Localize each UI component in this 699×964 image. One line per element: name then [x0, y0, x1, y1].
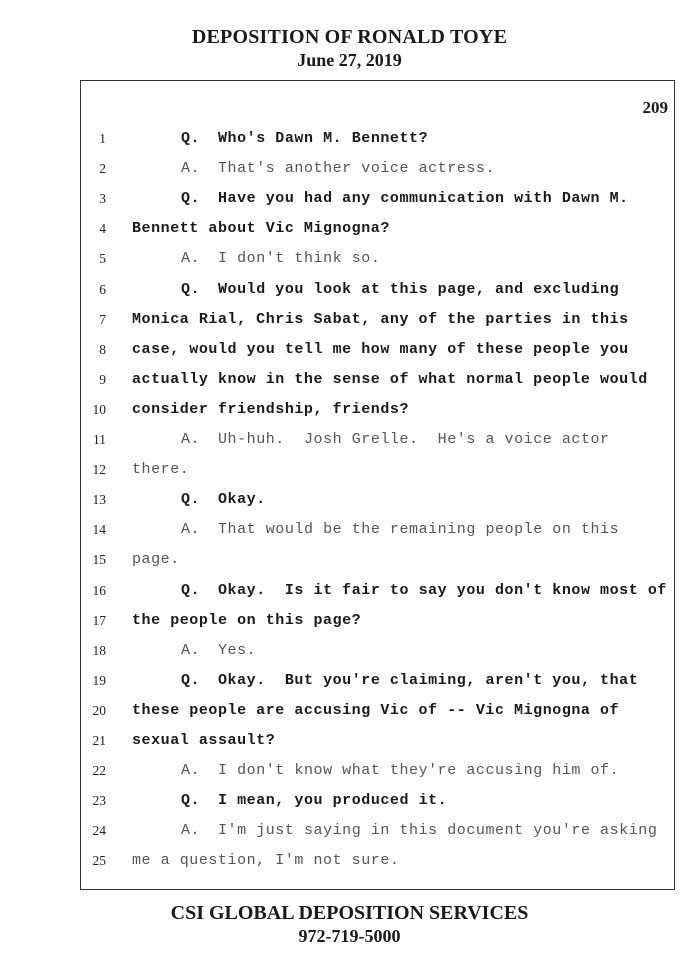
line-number: 22 — [92, 763, 106, 779]
transcript-line — [0, 312, 699, 342]
transcript-line — [0, 462, 699, 492]
answer-text: I don't know what they're accusing him of. — [218, 762, 620, 780]
question-text: Okay. — [218, 491, 266, 509]
line-number: 19 — [92, 672, 106, 688]
question-continuation: these people are accusing Vic of -- Vic Mignogna of — [132, 701, 620, 719]
transcript-line — [0, 853, 699, 883]
line-number: 14 — [92, 522, 106, 538]
answer-text: I don't think so. — [218, 250, 381, 268]
transcript-line — [0, 282, 699, 312]
answer-continuation: page. — [132, 551, 180, 569]
transcript-line — [0, 643, 699, 673]
line-number: 12 — [92, 462, 106, 478]
question-marker: Q. — [181, 581, 201, 599]
question-marker: Q. — [181, 671, 201, 689]
question-marker: Q. — [181, 130, 201, 147]
question-text: Have you had any communication with Dawn M. — [218, 190, 629, 208]
transcript-line — [0, 613, 699, 643]
question-text: Would you look at this page, and excluding — [218, 280, 620, 298]
question-text: Who's Dawn M. Bennett? — [218, 130, 429, 147]
question-continuation: Bennett about Vic Mignogna? — [132, 220, 390, 238]
question-continuation: the people on this page? — [132, 611, 362, 629]
deposition-title: DEPOSITION OF RONALD TOYE — [191, 26, 508, 48]
line-number: 21 — [92, 733, 106, 748]
question-continuation: sexual assault? — [132, 732, 276, 749]
answer-marker: A. — [181, 762, 201, 780]
line-number: 8 — [99, 341, 106, 357]
answer-text: That would be the remaining people on this — [218, 521, 620, 539]
answer-text: Uh-huh. Josh Grelle. He's a voice actor — [218, 431, 610, 448]
question-continuation: case, would you tell me how many of these people you — [132, 340, 629, 358]
transcript-line — [0, 552, 699, 582]
question-marker: Q. — [181, 190, 201, 208]
line-number: 17 — [92, 612, 106, 628]
line-number: 2 — [99, 161, 106, 177]
answer-marker: A. — [181, 822, 201, 840]
answer-text: I'm just saying in this document you're asking — [218, 822, 658, 840]
question-text: Okay. But you're claiming, aren't you, that — [218, 671, 639, 689]
transcript-line — [0, 522, 699, 552]
line-number: 18 — [92, 642, 106, 658]
answer-marker: A. — [181, 521, 201, 539]
answer-marker: A. — [181, 250, 201, 268]
transcript-line — [0, 251, 699, 281]
question-continuation: Monica Rial, Chris Sabat, any of the parties in this — [132, 310, 629, 328]
answer-marker: A. — [181, 431, 201, 448]
line-number: 23 — [92, 793, 106, 809]
line-number: 9 — [99, 371, 106, 387]
transcript-line — [0, 703, 699, 733]
line-number: 6 — [99, 281, 106, 297]
transcript-line — [0, 733, 699, 763]
transcript-line — [0, 763, 699, 793]
answer-marker: A. — [181, 641, 201, 659]
question-marker: Q. — [181, 491, 201, 509]
line-number: 4 — [99, 221, 106, 237]
transcript-line — [0, 342, 699, 372]
line-number: 20 — [92, 702, 106, 718]
line-number: 16 — [92, 582, 106, 598]
footer-phone: 972-719-5000 — [298, 926, 401, 946]
line-number: 15 — [92, 552, 106, 568]
transcript-line — [0, 823, 699, 853]
page-number: 209 — [642, 98, 668, 117]
transcript-line — [0, 372, 699, 402]
question-continuation: consider friendship, friends? — [132, 400, 409, 418]
answer-continuation: there. — [132, 461, 190, 479]
question-continuation: actually know in the sense of what normal people would — [132, 370, 648, 388]
question-marker: Q. — [181, 792, 201, 810]
line-number: 7 — [99, 311, 106, 327]
transcript-line — [0, 492, 699, 522]
line-number: 1 — [99, 131, 106, 146]
line-number: 11 — [93, 432, 106, 447]
line-number: 25 — [92, 853, 106, 869]
answer-continuation: me a question, I'm not sure. — [132, 852, 400, 870]
transcript-line — [0, 583, 699, 613]
question-text: Okay. Is it fair to say you don't know most of — [218, 581, 667, 599]
line-number: 13 — [92, 492, 106, 508]
deposition-date: June 27, 2019 — [297, 50, 402, 70]
question-text: I mean, you produced it. — [218, 792, 448, 810]
transcript-line — [0, 221, 699, 251]
line-number: 3 — [99, 191, 106, 207]
answer-text: That's another voice actress. — [218, 160, 495, 178]
transcript-line — [0, 131, 699, 161]
answer-text: Yes. — [218, 641, 257, 659]
transcript-line — [0, 673, 699, 703]
transcript-line — [0, 402, 699, 432]
transcript-line — [0, 191, 699, 221]
answer-marker: A. — [181, 160, 201, 178]
transcript-line — [0, 793, 699, 823]
transcript-line — [0, 432, 699, 462]
line-number: 10 — [92, 401, 106, 417]
footer-company: CSI GLOBAL DEPOSITION SERVICES — [170, 902, 529, 924]
line-number: 24 — [92, 823, 106, 839]
line-number: 5 — [99, 251, 106, 267]
transcript-line — [0, 161, 699, 191]
question-marker: Q. — [181, 280, 201, 298]
